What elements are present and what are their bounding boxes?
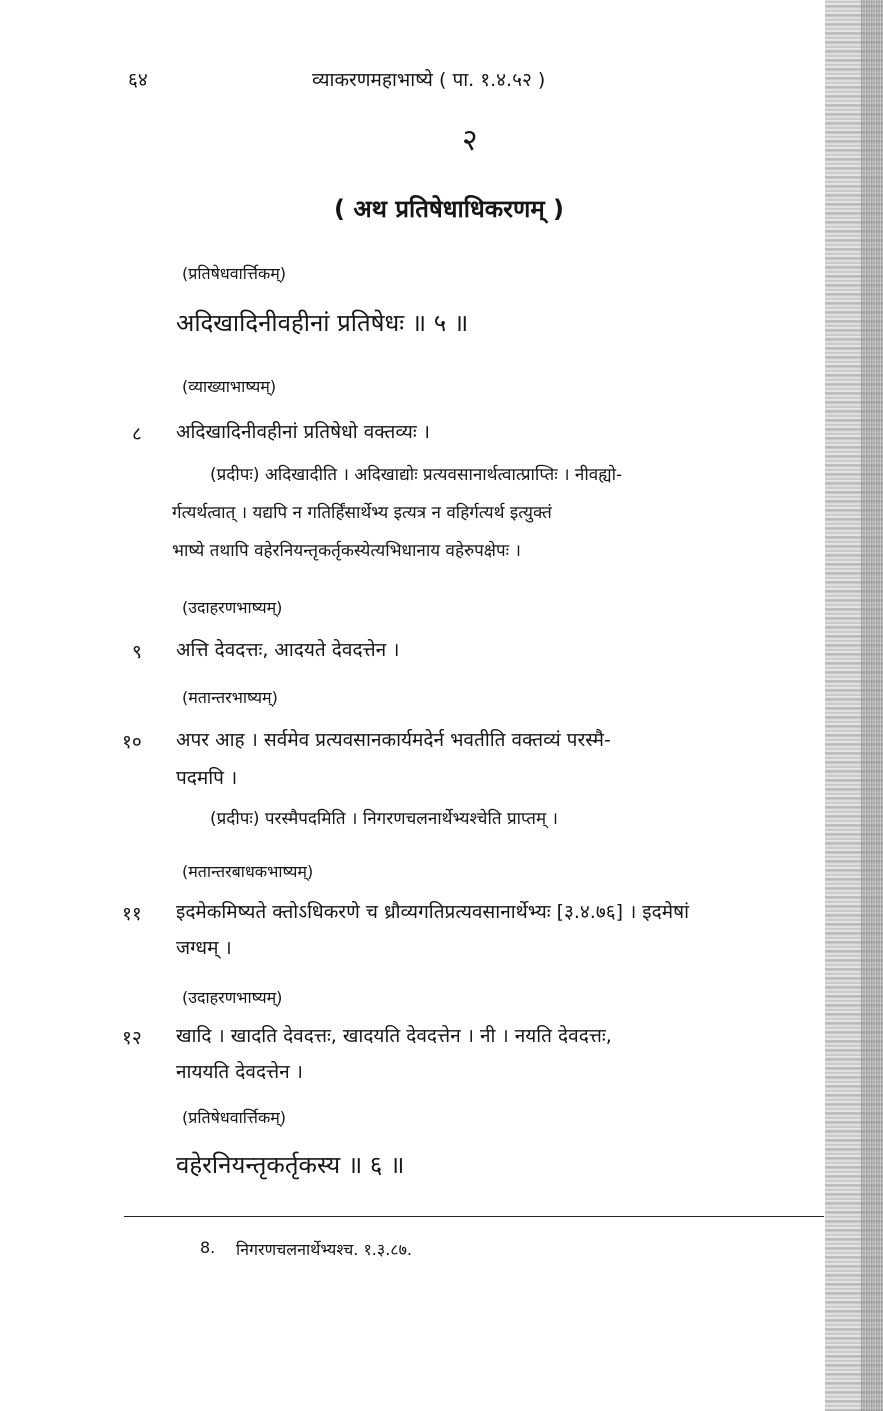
footnote-text: निगरणचलनार्थेभ्यश्च. १.३.८७. [236, 1240, 413, 1259]
label-matantara-badhaka-bhashya: (मतान्तरबाधकभाष्यम्) [182, 862, 314, 881]
line-number-10: १० [122, 731, 142, 753]
bhashya-line-12-b: नाययति देवदत्तेन । [176, 1061, 303, 1083]
vartika-5: अदिखादिनीवहीनां प्रतिषेधः ॥ ५ ॥ [176, 309, 469, 337]
bhashya-line-12-a: खादि । खादति देवदत्तः, खादयति देवदत्तेन । नी । नयति देवदत्तः, [176, 1025, 612, 1047]
label-pratishedha-vartika-2: (प्रतिषेधवार्त्तिकम्) [182, 1108, 287, 1127]
pradipa-1-line-b: र्गत्यर्थत्वात् । यद्यपि न गतिर्हिंसार्थेभ्य इत्यत्र न वहिर्गत्यर्थ इत्युक्तं [172, 503, 552, 523]
footnote-rule [124, 1216, 824, 1217]
bhashya-line-10-b: पदमपि । [176, 767, 238, 789]
pradipa-2: (प्रदीपः) परस्मैपदमिति । निगरणचलनार्थेभ्यश्चेति प्राप्तम् । [210, 809, 558, 829]
section-number: २ [462, 123, 478, 158]
label-pratishedha-vartika: (प्रतिषेधवार्त्तिकम्) [182, 264, 287, 283]
bhashya-line-8: अदिखादिनीवहीनां प्रतिषेधो वक्तव्यः । [176, 421, 430, 443]
pradipa-1-line-a: (प्रदीपः) अदिखादीति । अदिखाद्योः प्रत्यवसानार्थत्वात्प्राप्तिः । नीवह्यो- [210, 465, 623, 485]
label-udaharana-bhashya-2: (उदाहरणभाष्यम्) [182, 988, 283, 1007]
label-vyakhya-bhashya: (व्याख्याभाष्यम्) [182, 377, 277, 396]
bhashya-line-11-b: जग्धम् । [176, 937, 232, 959]
bhashya-line-10-a: अपर आह । सर्वमेव प्रत्यवसानकार्यमदेर्न भवतीति वक्तव्यं परस्मै- [176, 729, 611, 751]
page-number: ६४ [128, 69, 148, 91]
bhashya-line-11-a: इदमेकमिष्यते क्तोऽधिकरणे च ध्रौव्यगतिप्रत्यवसानार्थेभ्यः [३.४.७६] । इदमेषां [176, 901, 689, 923]
section-heading: ( अथ प्रतिषेधाधिकरणम् ) [334, 195, 565, 223]
bhashya-line-9: अत्ति देवदत्तः, आदयते देवदत्तेन । [176, 639, 400, 661]
line-number-11: ११ [122, 903, 142, 925]
scan-shadow-edge-dark [861, 0, 883, 1411]
line-number-9: ९ [132, 641, 142, 663]
footnote-marker: 8. [200, 1238, 216, 1257]
line-number-8: ८ [132, 423, 142, 445]
pradipa-1-line-c: भाष्ये तथापि वहेरनियन्तृकर्तृकस्येत्यभिधानाय वहेरुपक्षेपः । [172, 541, 521, 561]
label-matantara-bhashya: (मतान्तरभाष्यम्) [182, 688, 278, 707]
line-number-12: १२ [122, 1027, 142, 1049]
label-udaharana-bhashya: (उदाहरणभाष्यम्) [182, 598, 283, 617]
vartika-6: वहेरनियन्तृकर्तृकस्य ॥ ६ ॥ [176, 1151, 405, 1179]
running-title: व्याकरणमहाभाष्ये ( पा. १.४.५२ ) [312, 69, 546, 91]
